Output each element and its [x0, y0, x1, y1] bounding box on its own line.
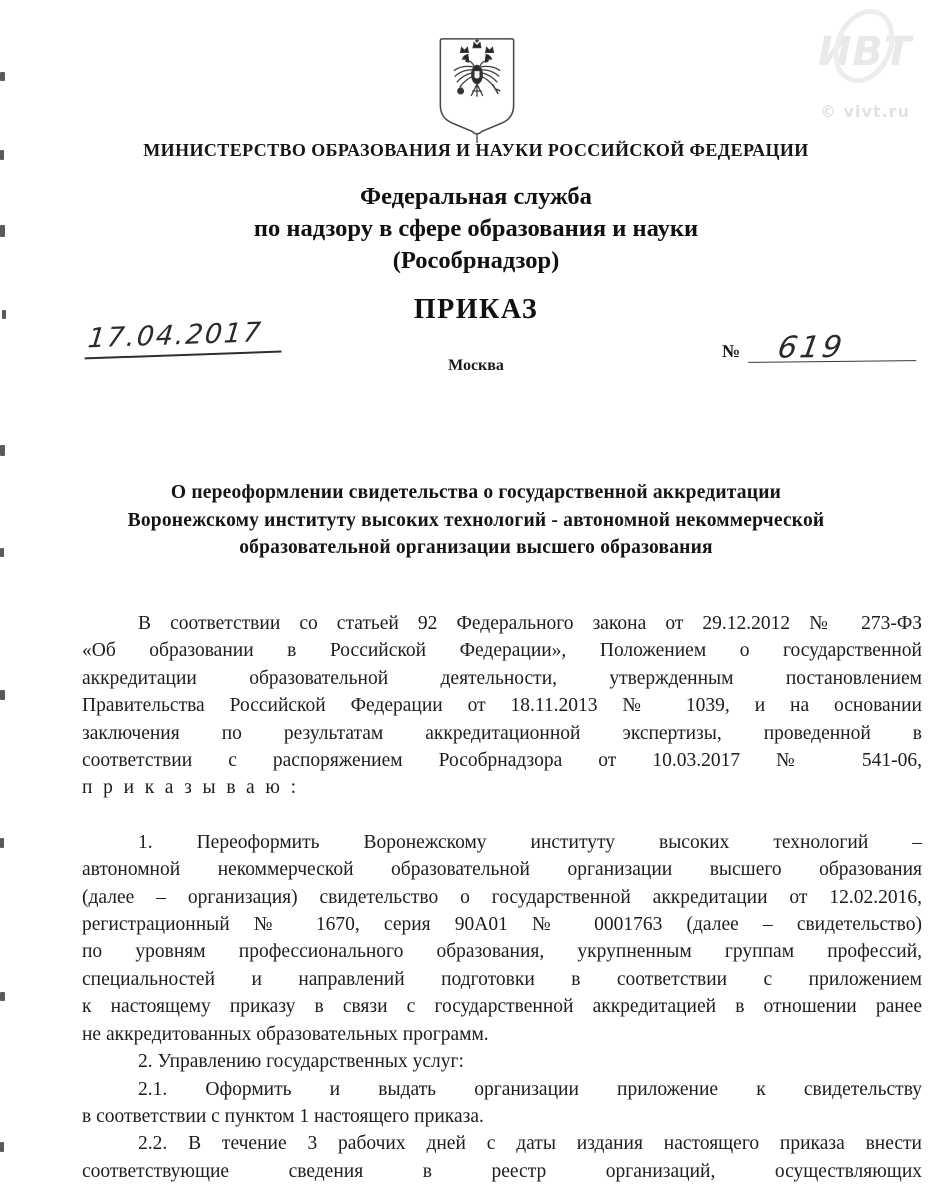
handwritten-number: 619 — [775, 329, 848, 366]
order-title — [56, 479, 896, 562]
scan-speck — [0, 72, 5, 81]
item2-2-line: 2.2. В течение 3 рабочих дней с даты издания настоящего приказа внести — [138, 1133, 922, 1155]
city-label: Москва — [448, 357, 504, 374]
watermark-logo-text: ИВТ — [817, 29, 913, 75]
item1-line: не аккредитованных образовательных программ. — [82, 1023, 489, 1045]
scan-speck — [0, 225, 5, 237]
document-type-heading: ПРИКАЗ — [413, 294, 539, 325]
scan-speck — [0, 445, 5, 456]
agency-header — [0, 181, 952, 277]
intro-line: Правительства Российской Федерации от 18.11.2013 № 1039, и на основании — [82, 695, 922, 717]
item1-line: (далее – организация) свидетельство о государственной аккредитации от 12.02.2016, — [82, 886, 922, 908]
scan-speck — [0, 1142, 4, 1152]
agency-line-3: (Рособрнадзор) — [392, 247, 560, 274]
intro-line: заключения по результатам аккредитационной экспертизы, проведенной в — [82, 722, 922, 744]
intro-line: В соответствии со статьей 92 Федерального закона от 29.12.2012 № 273-ФЗ — [138, 613, 922, 634]
title-line-2: Воронежскому институту высоких технологий - автономной некоммерческой — [127, 509, 825, 531]
scan-speck — [0, 150, 4, 160]
item1-line: специальностей и направлений подготовки в соответствии с приложением — [82, 968, 922, 990]
scan-speck — [0, 838, 4, 848]
decree-word: приказываю: — [82, 777, 307, 799]
item2-line: 2. Управлению государственных услуг: — [138, 1051, 464, 1073]
item1-line: по уровням профессионального образования, укрупненным группам профессий, — [82, 941, 922, 963]
watermark-copyright: © vivt.ru — [820, 102, 910, 121]
scan-speck — [2, 310, 6, 319]
order-body — [82, 610, 922, 1185]
item1-line: регистрационный № 1670, серия 90А01 № 0001763 (далее – свидетельство) — [82, 914, 922, 936]
scan-speck — [0, 690, 5, 700]
item1-line: 1. Переоформить Воронежскому институту высоких технологий – — [138, 831, 922, 853]
coat-of-arms-icon — [428, 36, 526, 144]
title-line-3: образовательной организации высшего образования — [239, 537, 713, 558]
intro-line: «Об образовании в Российской Федерации», Положением о государственной — [82, 640, 922, 662]
watermark-orbit-icon — [814, 8, 914, 92]
agency-line-1: Федеральная служба — [360, 183, 592, 210]
intro-line: соответствии с распоряжением Рособрнадзора от 10.03.2017 № 541-06, — [82, 750, 922, 772]
item1-line: к настоящему приказу в связи с государственной аккредитацией в отношении ранее — [82, 996, 922, 1018]
item2-1-line: в соответствии с пунктом 1 настоящего приказа. — [82, 1105, 484, 1127]
title-line-1: О переоформлении свидетельства о государственной аккредитации — [170, 482, 782, 503]
number-sign: № — [722, 341, 741, 361]
scan-speck — [0, 548, 4, 557]
handwritten-date: 17.04.2017 — [83, 317, 281, 360]
item2-1-line: 2.1. Оформить и выдать организации приложение к свидетельству — [138, 1078, 922, 1100]
watermark — [800, 14, 930, 121]
intro-line: аккредитации образовательной деятельности, утвержденным постановлением — [82, 667, 922, 689]
ministry-header: МИНИСТЕРСТВО ОБРАЗОВАНИЯ И НАУКИ РОССИЙСКОЙ ФЕДЕРАЦИИ — [143, 140, 809, 160]
paragraph-gap — [82, 802, 922, 829]
vivt-logo-icon — [800, 14, 930, 88]
item2-2-line: соответствующие сведения в реестр организаций, осуществляющих — [82, 1160, 922, 1182]
agency-line-2: по надзору в сфере образования и науки — [253, 215, 699, 242]
scan-speck — [0, 992, 5, 1001]
item1-line: автономной некоммерческой образовательной организации высшего образования — [82, 859, 922, 881]
